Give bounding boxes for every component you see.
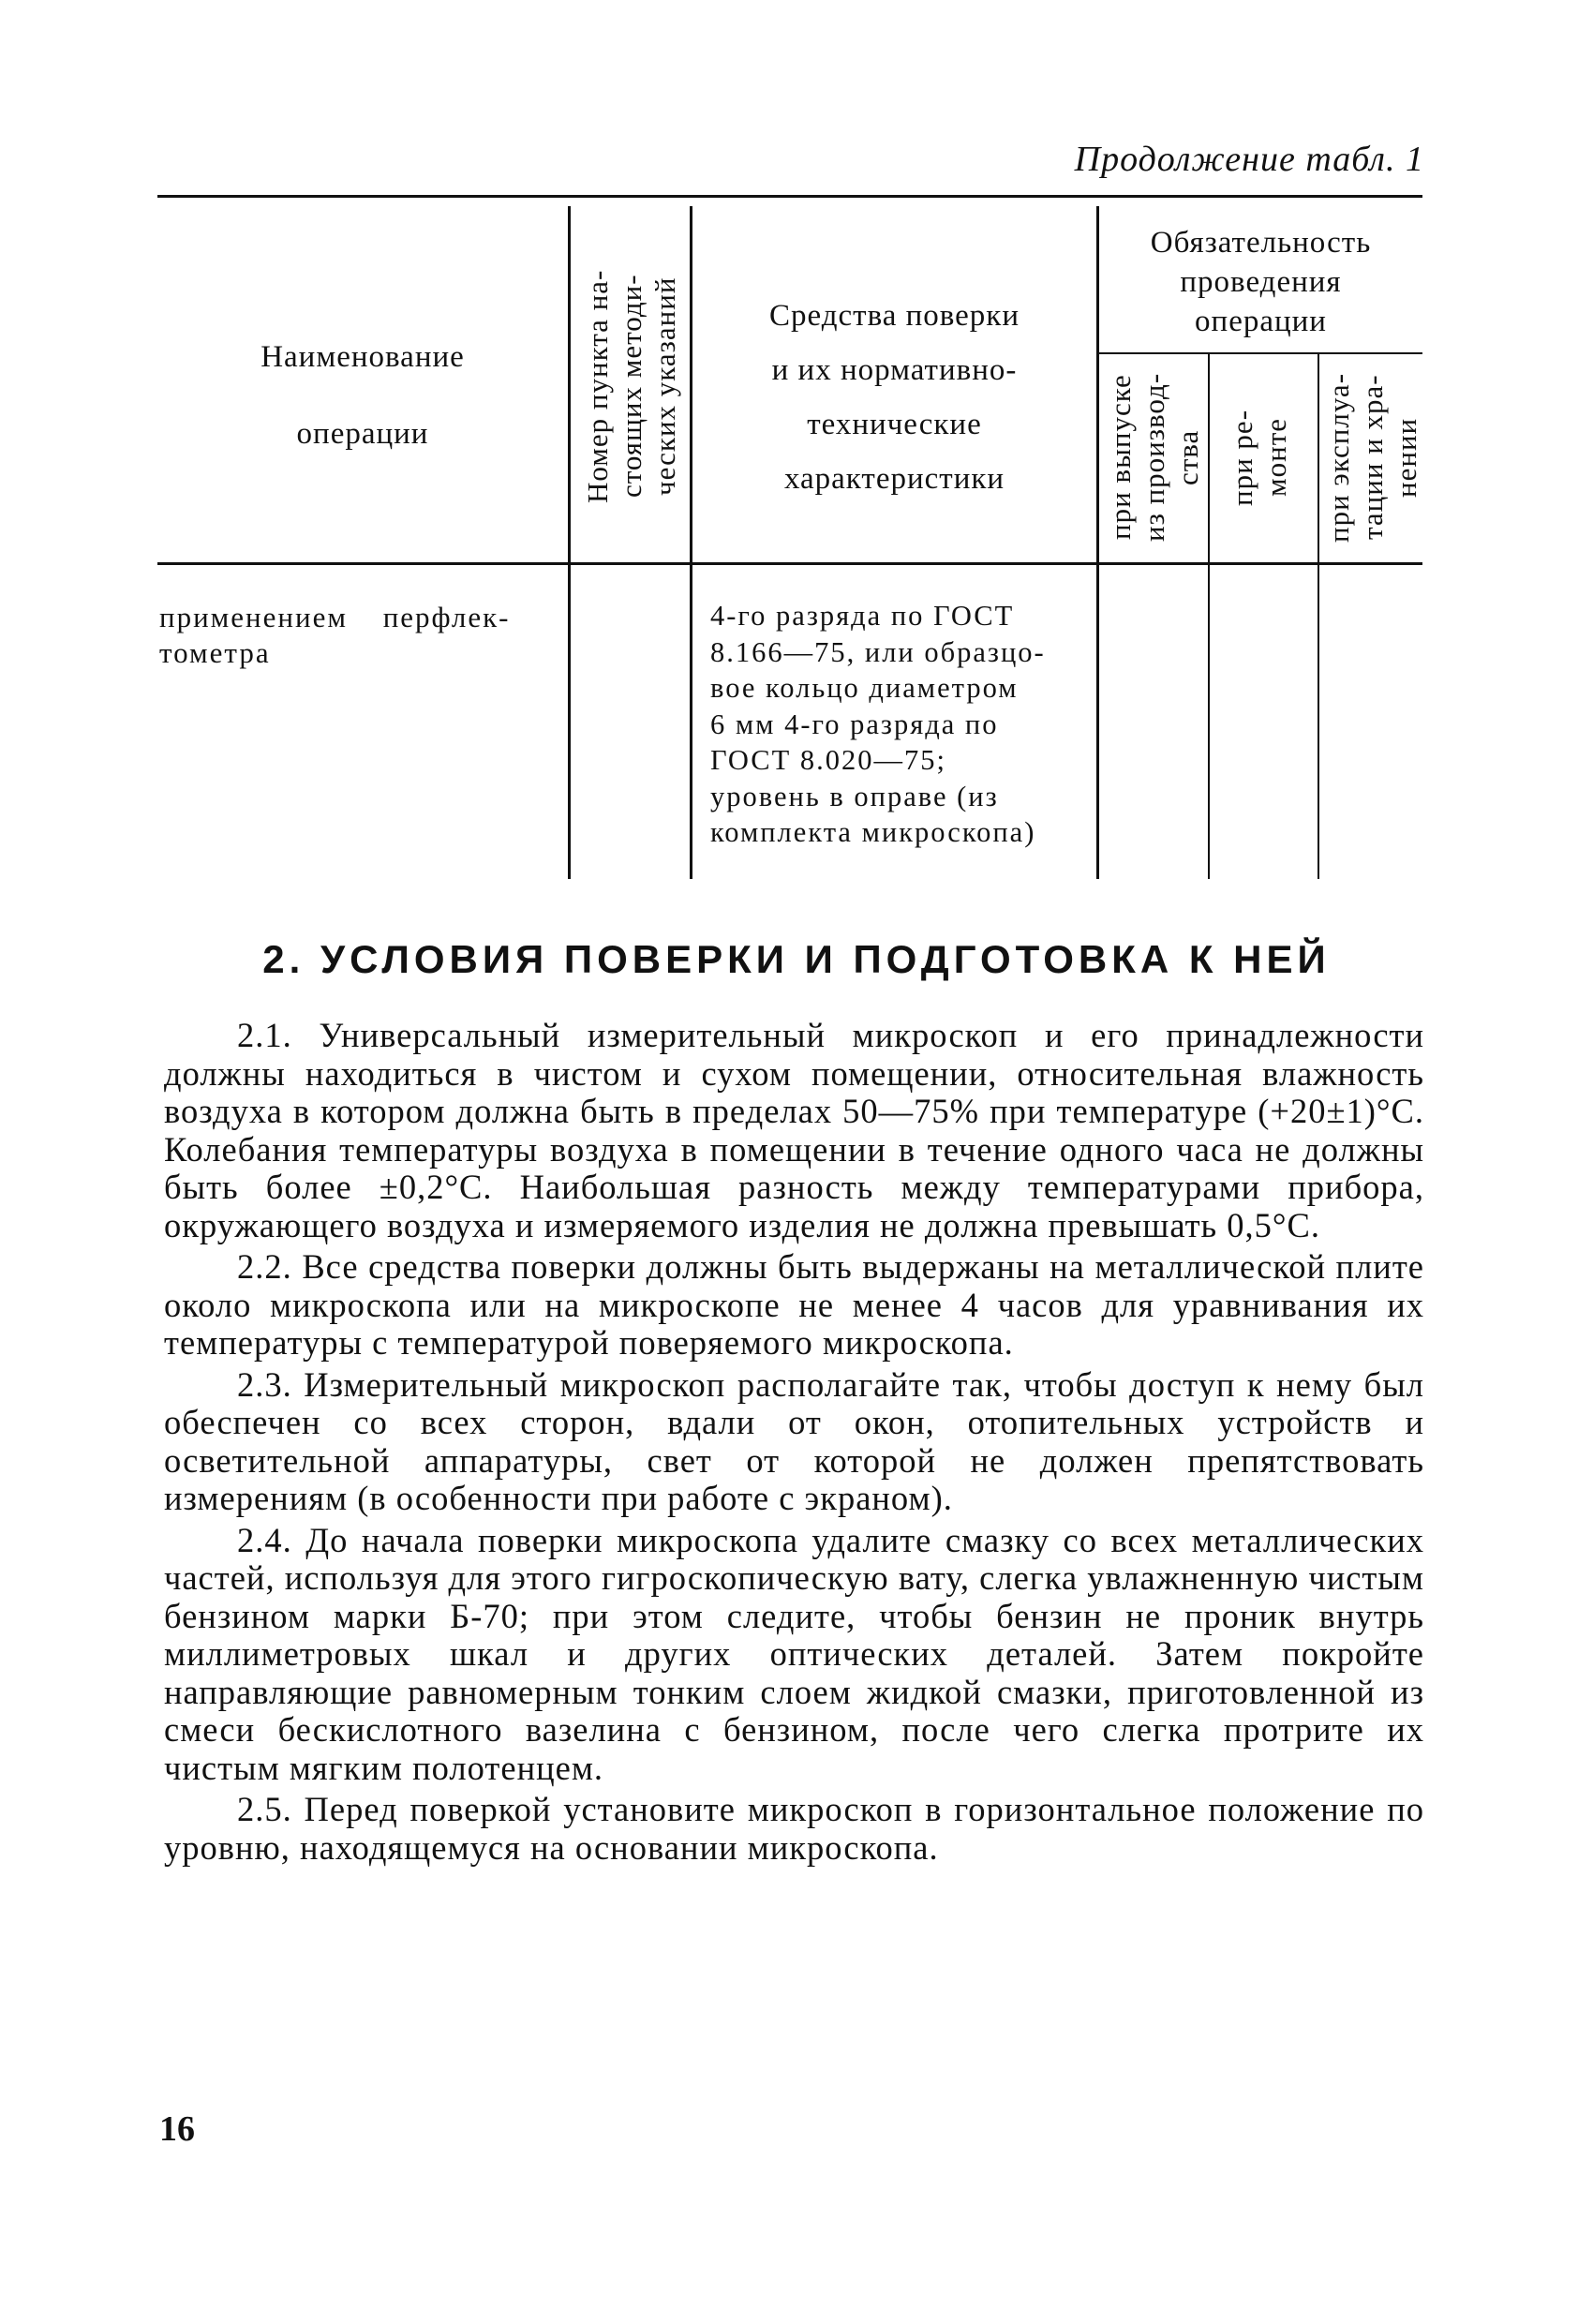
row-operation-name <box>159 600 558 671</box>
header-operation-name-line-2: операции <box>296 417 429 451</box>
header-exploitation-line-2: тации и хра- <box>1356 374 1389 541</box>
header-obligation-line-2: проведения <box>1180 265 1342 299</box>
header-exploitation <box>1322 364 1422 551</box>
header-exploitation-line-3: нении <box>1390 417 1422 498</box>
paragraph-2-1: 2.1. Универсальный измерительный микроскоп и его принадлежности должны находиться в чистом и сухом помещении, относительная влажность воздуха в котором должна быть в пределах 50—75% при температуре (+20±1)°С. Колебания температуры воздуха в помещении в течение одного часа не должны быть более ±0,2°С. Наибольшая разность между температурами прибора, окружающего воздуха и измеряемого изделия не должна превышать 0,5°С. <box>164 1016 1424 1244</box>
section-title: 2. УСЛОВИЯ ПОВЕРКИ И ПОДГОТОВКА К НЕЙ <box>262 937 1331 981</box>
header-means <box>692 289 1096 506</box>
col-divider-1 <box>568 206 571 879</box>
row-means-line-7: комплекта микроскопа) <box>710 816 1036 848</box>
header-operation-name-line-1: Наименование <box>261 340 465 374</box>
header-clause-line-2: стоящих методи- <box>615 274 648 499</box>
page-number: 16 <box>159 2109 195 2149</box>
header-obligation <box>1099 223 1422 341</box>
header-clause-line-1: Номер пункта на- <box>581 269 614 503</box>
header-release <box>1104 364 1205 551</box>
header-release-line-1: при выпуске <box>1104 374 1137 541</box>
paragraph-2-2: 2.2. Все средства поверки должны быть выдержаны на металлической плите около микроскопа или на микроскопе не менее 4 часов для уравнивания их температуры с температурой поверяемого микроскопа. <box>164 1247 1424 1362</box>
paragraph-2-5: 2.5. Перед поверкой установите микроскоп в горизонтальное положение по уровню, находящемуся на основании микроскопа. <box>164 1790 1424 1867</box>
paragraph-2-3: 2.3. Измерительный микроскоп располагайте так, чтобы доступ к нему был обеспечен со всех сторон, вдали от окон, отопительных устройств и осветительной аппаратуры, свет от которой не должен препятствовать измерениям (в особенности при работе с экраном). <box>164 1364 1424 1517</box>
row-operation-line-2: тометра <box>159 636 271 669</box>
header-repair-line-1: при ре- <box>1226 409 1258 506</box>
verification-table <box>157 195 1422 879</box>
row-means-line-4: 6 мм 4-го разряда по <box>710 708 999 740</box>
header-means-line-3: технические <box>807 408 982 441</box>
col-divider-5 <box>1318 352 1319 879</box>
header-operation-name <box>157 319 568 472</box>
row-means <box>710 598 1094 851</box>
header-obligation-line-1: Обязательность <box>1150 226 1372 260</box>
header-bottom-rule <box>157 562 1422 565</box>
obligation-header-rule <box>1099 352 1422 354</box>
table-continuation-label: Продолжение табл. 1 <box>1074 140 1424 179</box>
col-divider-4 <box>1208 352 1210 879</box>
row-means-line-1: 4-го разряда по ГОСТ <box>710 600 1015 632</box>
header-repair-line-2: монте <box>1259 418 1292 498</box>
row-means-line-3: вое кольцо диаметром <box>710 672 1019 704</box>
row-operation-line-1: применением перфлек- <box>159 601 511 633</box>
header-obligation-line-3: операции <box>1195 305 1327 338</box>
header-means-line-1: Средства поверки <box>768 299 1020 333</box>
row-means-line-2: 8.166—75, или образцо- <box>710 635 1046 668</box>
header-clause-line-3: ческих указаний <box>648 276 681 496</box>
header-means-line-2: и их нормативно- <box>771 353 1018 387</box>
header-repair <box>1226 364 1301 551</box>
row-means-line-6: уровень в оправе (из <box>710 780 999 812</box>
header-means-line-4: характеристики <box>783 462 1005 496</box>
header-release-line-2: из производ- <box>1138 372 1170 543</box>
header-release-line-3: ства <box>1171 429 1204 485</box>
header-clause-number <box>581 229 686 544</box>
row-means-line-5: ГОСТ 8.020—75; <box>710 744 946 776</box>
table-top-rule <box>157 195 1422 198</box>
paragraph-2-4: 2.4. До начала поверки микроскопа удалите смазку со всех металлических частей, используя для этого гигроскопическую вату, слегка увлажненную чистым бензином марки Б-70; при этом следите, чтобы бензин не проник внутрь миллиметровых шкал и других оптических деталей. Затем покройте направляющие равномерным тонким слоем жидкой смазки, приготовленной из смеси бескислотного вазелина с бензином, после чего слегка протрите их чистым мягким полотенцем. <box>164 1520 1424 1787</box>
header-exploitation-line-1: при эксплуа- <box>1322 372 1355 543</box>
section-body <box>164 1017 1424 1870</box>
